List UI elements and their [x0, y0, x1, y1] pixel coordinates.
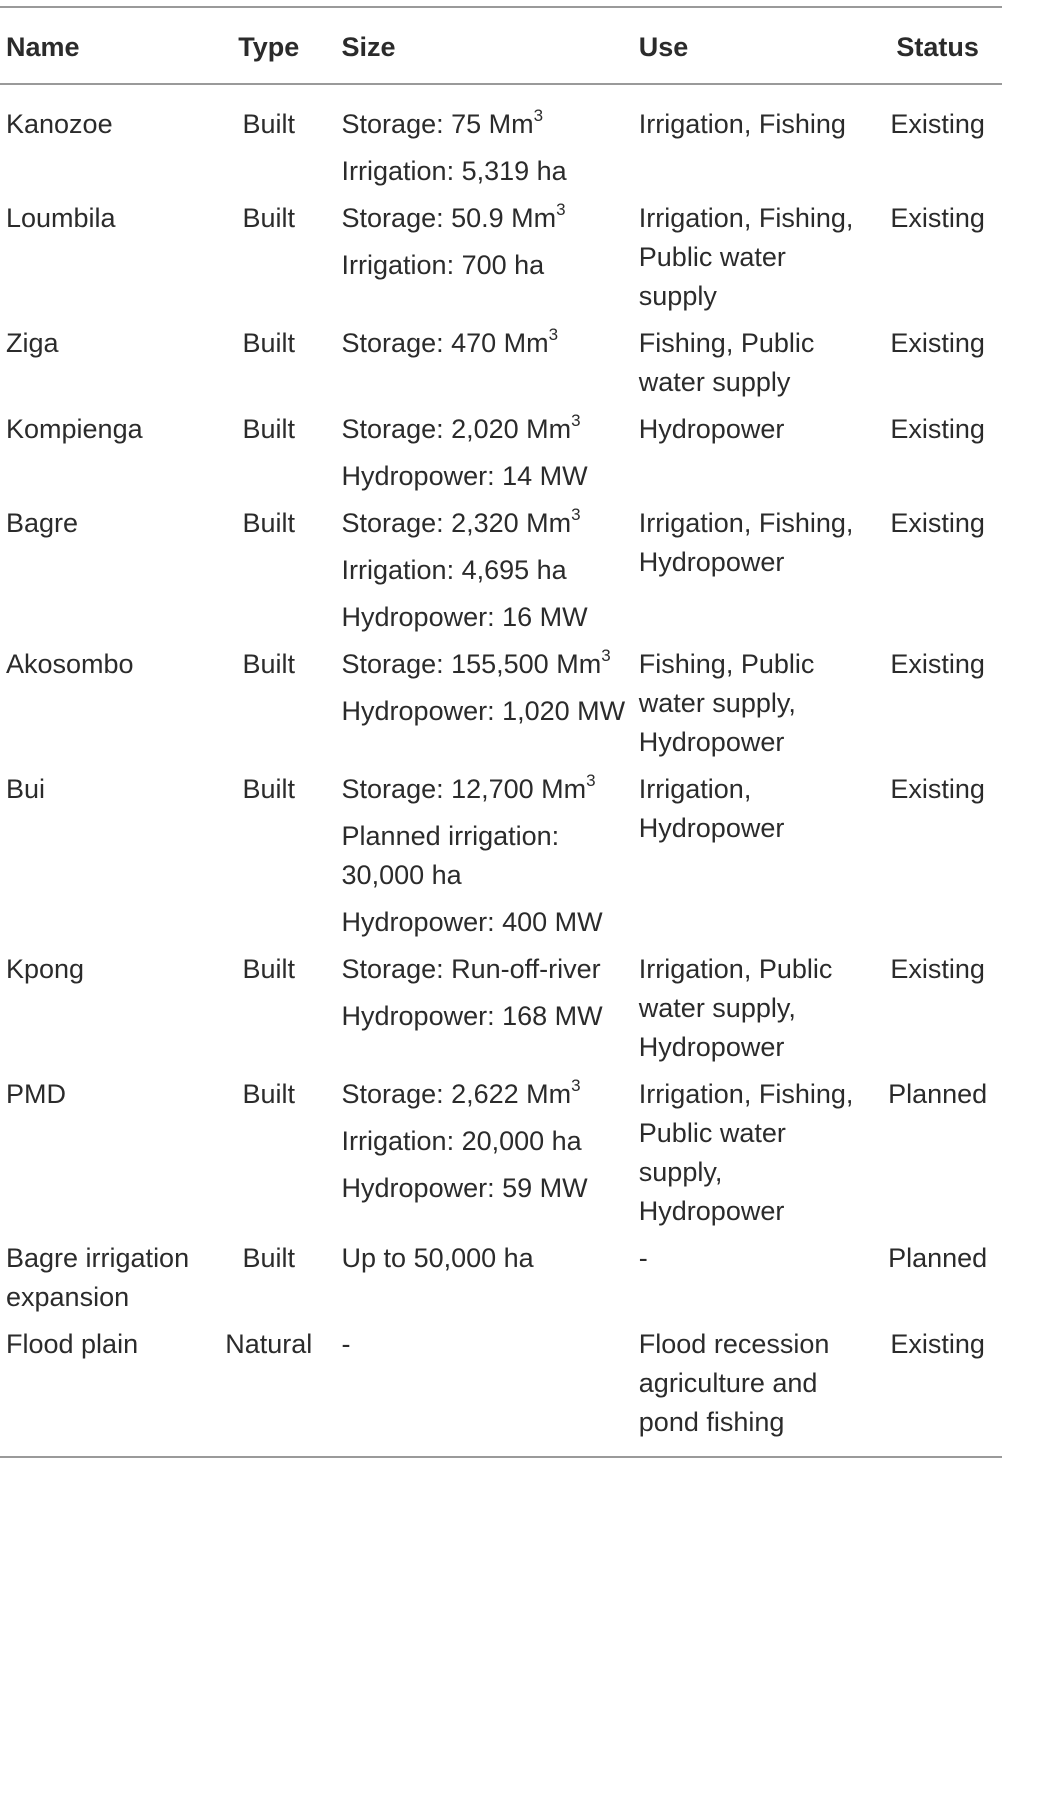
- cell-size: [336, 195, 633, 320]
- size-line: [342, 504, 627, 543]
- cell-name: PMD: [6, 1079, 66, 1109]
- size-text: Hydropower: 1,020 MW: [341, 696, 626, 726]
- cell-use: Flood recession agriculture and pond fishing: [638, 1329, 830, 1437]
- table-row: [0, 500, 1002, 641]
- unit-superscript: 3: [571, 505, 581, 524]
- cell-use: Irrigation, Fishing, Public water supply: [638, 203, 854, 311]
- cell-type: Built: [242, 328, 296, 358]
- header-size: Size: [341, 32, 396, 62]
- cell-use: -: [638, 1243, 648, 1273]
- unit-superscript: 3: [601, 646, 611, 665]
- size-text: Storage: 12,700 Mm: [341, 774, 587, 804]
- size-text: Planned irrigation: 30,000 ha: [341, 821, 560, 890]
- size-text: Hydropower: 14 MW: [341, 461, 588, 491]
- cell-use: Irrigation, Fishing, Hydropower: [638, 508, 854, 577]
- size-text: Irrigation: 4,695 ha: [341, 555, 567, 585]
- header-status: Status: [896, 32, 979, 62]
- size-text: Storage: 2,320 Mm: [341, 508, 572, 538]
- size-line: [342, 1122, 627, 1161]
- table-row: [0, 195, 1002, 320]
- table-row: [0, 946, 1002, 1071]
- cell-size: [336, 406, 633, 500]
- size-line: [342, 645, 627, 684]
- size-line: [342, 598, 627, 637]
- header-type: Type: [238, 32, 300, 62]
- cell-size: [336, 1235, 633, 1321]
- size-line: [342, 950, 627, 989]
- cell-size: [336, 84, 633, 195]
- cell-type: Built: [242, 414, 296, 444]
- size-text: Irrigation: 20,000 ha: [341, 1126, 582, 1156]
- size-text: Up to 50,000 ha: [341, 1243, 534, 1273]
- cell-type: Built: [242, 203, 296, 233]
- unit-superscript: 3: [548, 325, 559, 344]
- cell-size: [336, 641, 633, 766]
- size-text: Storage: Run-off-river: [341, 954, 601, 984]
- cell-size: [336, 1071, 633, 1235]
- cell-status: Existing: [890, 414, 985, 444]
- size-text: Storage: 50.9 Mm: [341, 203, 557, 233]
- size-text: Storage: 470 Mm: [341, 328, 549, 358]
- size-line: [342, 152, 627, 191]
- size-line: [342, 997, 627, 1036]
- unit-superscript: 3: [586, 771, 596, 790]
- size-line: [342, 1239, 627, 1278]
- size-line: [342, 246, 627, 285]
- cell-name: Akosombo: [6, 649, 134, 679]
- cell-size: [336, 946, 633, 1071]
- cell-size: [336, 1321, 633, 1457]
- size-line: [342, 324, 627, 363]
- cell-status: Existing: [890, 954, 985, 984]
- cell-status: Existing: [890, 1329, 985, 1359]
- cell-status: Existing: [890, 649, 985, 679]
- cell-use: Irrigation, Fishing, Public water supply, Hydropower: [638, 1079, 854, 1226]
- cell-name: Bui: [6, 774, 46, 804]
- size-line: [342, 1325, 627, 1364]
- cell-name: Flood plain: [6, 1329, 139, 1359]
- cell-size: [336, 766, 633, 946]
- table-row: [0, 84, 1002, 195]
- cell-name: Bagre: [6, 508, 79, 538]
- unit-superscript: 3: [571, 1076, 581, 1095]
- cell-name: Loumbila: [6, 203, 116, 233]
- cell-size: [336, 320, 633, 406]
- size-text: -: [341, 1329, 351, 1359]
- cell-status: Planned: [888, 1243, 988, 1273]
- size-text: Hydropower: 16 MW: [341, 602, 588, 632]
- table-row: [0, 1071, 1002, 1235]
- size-line: [342, 410, 627, 449]
- cell-use: Hydropower: [638, 414, 785, 444]
- size-line: [342, 105, 627, 144]
- cell-type: Built: [242, 954, 296, 984]
- size-line: [342, 1075, 627, 1114]
- unit-superscript: 3: [571, 411, 581, 430]
- cell-use: Fishing, Public water supply: [638, 328, 815, 397]
- size-text: Storage: 155,500 Mm: [341, 649, 602, 679]
- cell-status: Existing: [890, 328, 985, 358]
- size-line: [342, 457, 627, 496]
- size-line: [342, 692, 627, 731]
- table-row: [0, 766, 1002, 946]
- header-name: Name: [6, 32, 80, 62]
- cell-status: Existing: [890, 774, 985, 804]
- size-line: [342, 1169, 627, 1208]
- cell-type: Natural: [225, 1329, 313, 1359]
- size-text: Irrigation: 700 ha: [341, 250, 545, 280]
- header-row: [0, 7, 1002, 84]
- cell-name: Kompienga: [6, 414, 143, 444]
- unit-superscript: 3: [533, 106, 544, 125]
- size-text: Hydropower: 400 MW: [341, 907, 603, 937]
- size-line: [342, 770, 627, 809]
- cell-use: Irrigation, Fishing: [638, 109, 846, 139]
- unit-superscript: 3: [556, 200, 566, 219]
- table-row: [0, 1235, 1002, 1321]
- table-row: [0, 406, 1002, 500]
- cell-type: Built: [242, 109, 296, 139]
- cell-type: Built: [242, 774, 296, 804]
- size-text: Hydropower: 59 MW: [341, 1173, 588, 1203]
- table-row: [0, 1321, 1002, 1457]
- reservoir-table: [0, 6, 1002, 1458]
- cell-name: Kpong: [6, 954, 85, 984]
- cell-size: [336, 500, 633, 641]
- size-text: Irrigation: 5,319 ha: [341, 156, 567, 186]
- table-row: [0, 641, 1002, 766]
- cell-type: Built: [242, 1079, 296, 1109]
- size-text: Storage: 75 Mm: [341, 109, 534, 139]
- table-row: [0, 320, 1002, 406]
- size-line: [342, 551, 627, 590]
- cell-name: Ziga: [6, 328, 59, 358]
- cell-use: Irrigation, Public water supply, Hydropower: [638, 954, 833, 1062]
- table-body: [0, 84, 1002, 1457]
- header-use: Use: [638, 32, 689, 62]
- cell-status: Existing: [890, 508, 985, 538]
- cell-status: Existing: [890, 109, 985, 139]
- cell-name: Kanozoe: [6, 109, 113, 139]
- cell-use: Irrigation, Hydropower: [638, 774, 785, 843]
- size-text: Storage: 2,622 Mm: [341, 1079, 572, 1109]
- cell-use: Fishing, Public water supply, Hydropower: [638, 649, 815, 757]
- size-text: Hydropower: 168 MW: [341, 1001, 603, 1031]
- cell-name: Bagre irrigation expansion: [6, 1243, 190, 1312]
- size-line: [342, 199, 627, 238]
- cell-status: Existing: [890, 203, 985, 233]
- table-header: [0, 7, 1002, 84]
- size-line: [342, 903, 627, 942]
- cell-type: Built: [242, 649, 296, 679]
- size-text: Storage: 2,020 Mm: [341, 414, 572, 444]
- size-line: [342, 817, 627, 895]
- cell-type: Built: [242, 1243, 296, 1273]
- cell-status: Planned: [888, 1079, 988, 1109]
- cell-type: Built: [242, 508, 296, 538]
